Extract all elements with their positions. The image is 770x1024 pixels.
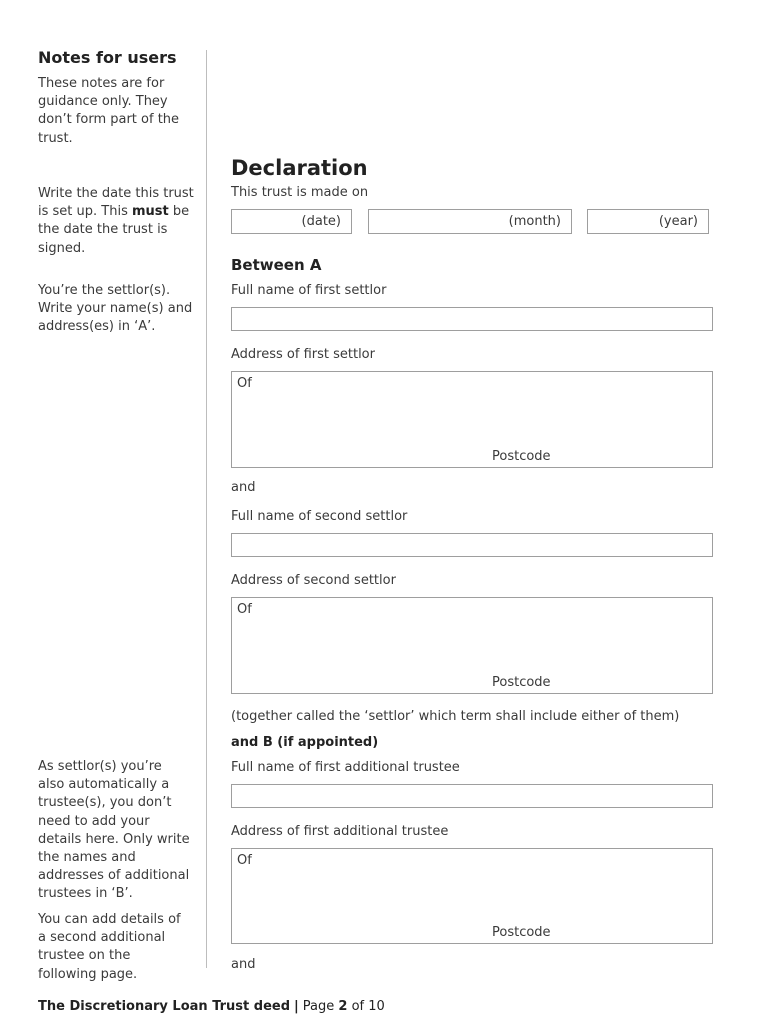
- postcode-hint: Postcode: [492, 925, 551, 940]
- date-note-part1: Write the date this trust is set up. This: [38, 186, 194, 220]
- section-a-title: Between A: [231, 256, 322, 274]
- notes-intro: These notes are for guidance only. They don’t form part of the trust.: [38, 76, 180, 146]
- footer: [38, 999, 385, 1014]
- postcode-hint: Postcode: [492, 449, 551, 464]
- of-hint: Of: [237, 853, 252, 868]
- trustee-name-field[interactable]: [231, 784, 713, 808]
- first-settlor-address-field[interactable]: [231, 371, 713, 468]
- date-note: [38, 185, 198, 258]
- settlor-note: You’re the settlor(s). Write your name(s) and address(es) in ‘A’.: [38, 283, 193, 335]
- made-on-label: This trust is made on: [231, 185, 369, 200]
- first-settlor-address-label: Address of first settlor: [231, 347, 375, 362]
- date-note-part2: be the date the trust is signed.: [38, 204, 190, 256]
- notes-title: Notes for users: [38, 48, 177, 67]
- and-label: and: [231, 480, 256, 495]
- section-b-title: and B (if appointed): [231, 735, 379, 750]
- second-settlor-name-field[interactable]: [231, 533, 713, 557]
- footer-doc-title: The Discretionary Loan Trust deed: [38, 999, 291, 1014]
- column-divider: [206, 50, 207, 968]
- footer-page-word: Page: [302, 999, 335, 1014]
- month-hint: (month): [508, 214, 561, 229]
- footer-page-number: 2: [338, 999, 348, 1014]
- date-note-bold: must: [131, 204, 169, 220]
- footer-page-total: of 10: [351, 999, 385, 1014]
- month-field[interactable]: [368, 209, 572, 234]
- together-text: (together called the ‘settlor’ which term shall include either of them): [231, 709, 680, 724]
- of-hint: Of: [237, 602, 252, 617]
- date-field[interactable]: [231, 209, 352, 234]
- second-settlor-name-label: Full name of second settlor: [231, 509, 408, 524]
- trustee-note: As settlor(s) you’re also automatically a trustee(s), you don’t need to add your details here. Only write the names and addresses of additional trustees in ‘B’.: [38, 759, 190, 902]
- declaration-title: Declaration: [231, 156, 368, 180]
- footer-separator: |: [294, 999, 299, 1014]
- year-field[interactable]: [587, 209, 709, 234]
- year-hint: (year): [658, 214, 698, 229]
- trustee-address-label: Address of first additional trustee: [231, 824, 449, 839]
- trustee-address-field[interactable]: [231, 848, 713, 944]
- and-label: and: [231, 957, 256, 972]
- first-settlor-name-field[interactable]: [231, 307, 713, 331]
- first-settlor-name-label: Full name of first settlor: [231, 283, 387, 298]
- postcode-hint: Postcode: [492, 675, 551, 690]
- of-hint: Of: [237, 376, 252, 391]
- trustee-name-label: Full name of first additional trustee: [231, 760, 460, 775]
- date-hint: (date): [301, 214, 341, 229]
- second-settlor-address-label: Address of second settlor: [231, 573, 396, 588]
- second-trustee-note: You can add details of a second additional trustee on the following page.: [38, 912, 181, 982]
- second-settlor-address-field[interactable]: [231, 597, 713, 694]
